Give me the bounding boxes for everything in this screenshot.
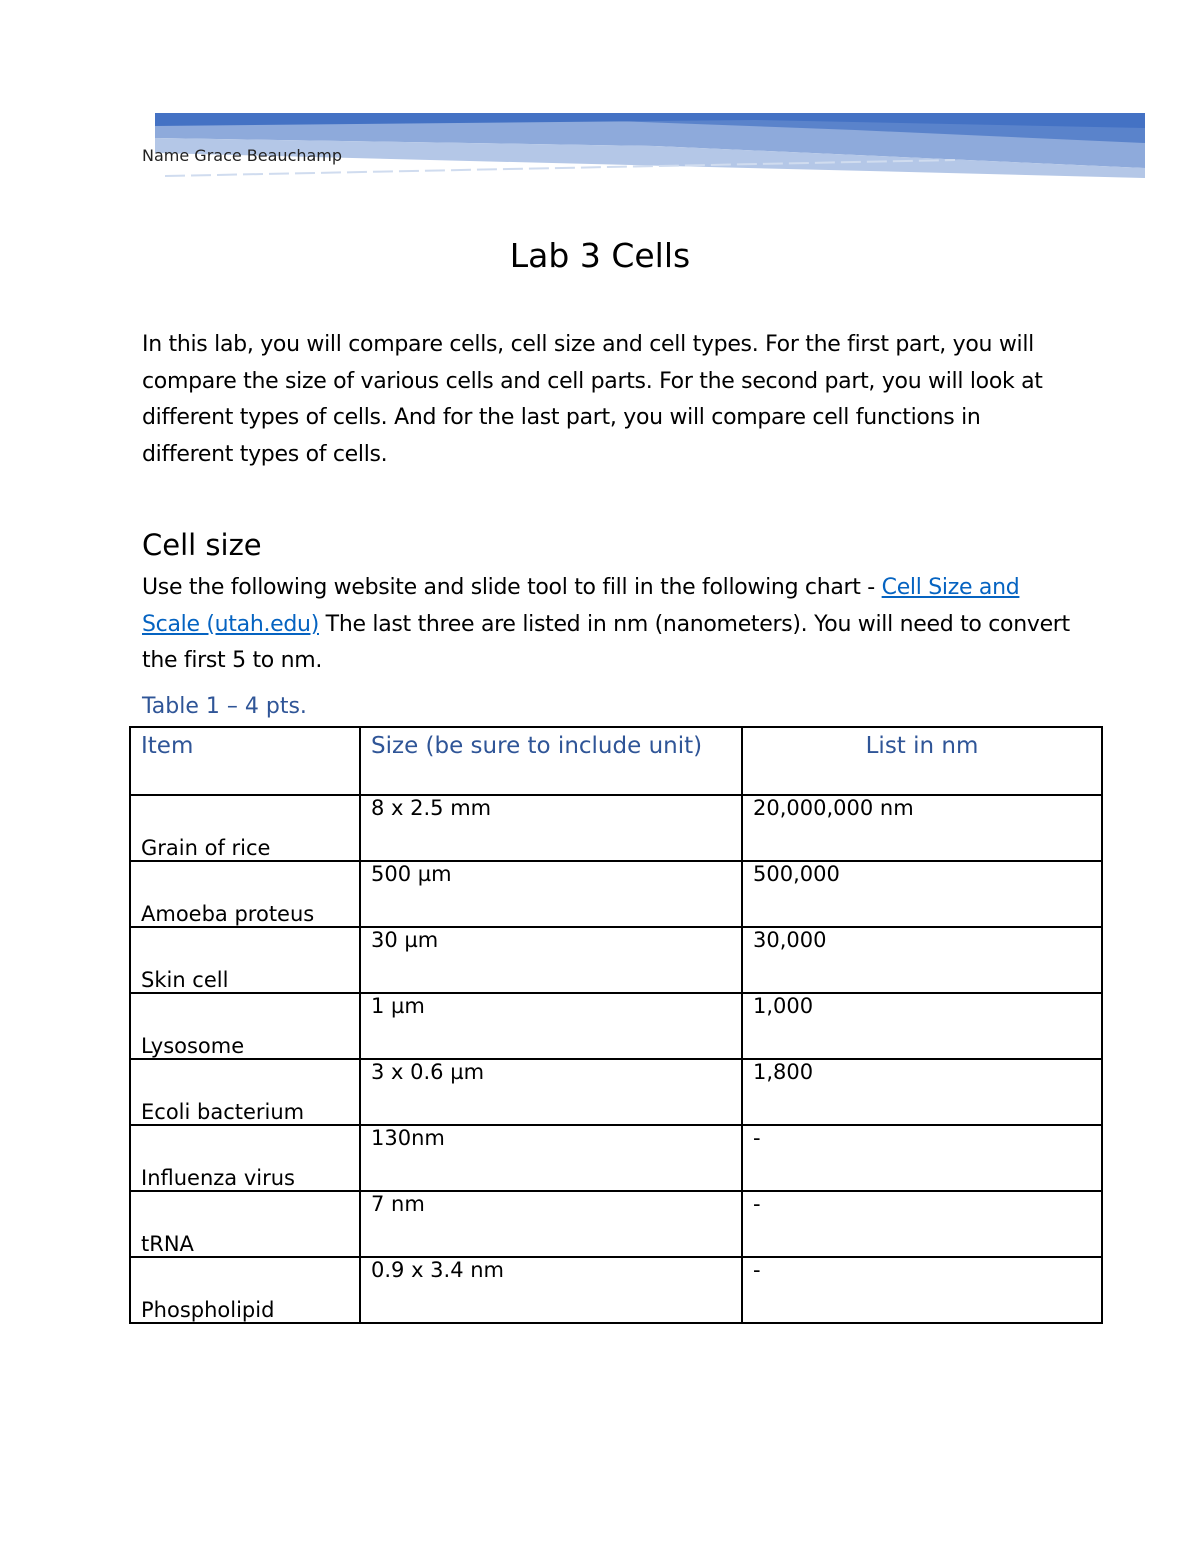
nm-cell: - <box>742 1125 1102 1191</box>
table-caption: Table 1 – 4 pts. <box>142 694 307 719</box>
table-row <box>130 927 1102 993</box>
table-row <box>130 1125 1102 1191</box>
nm-cell: 1,000 <box>742 993 1102 1059</box>
item-cell: Skin cell <box>130 927 360 993</box>
size-cell: 3 x 0.6 µm <box>360 1059 742 1125</box>
header-nm: List in nm <box>742 727 1102 795</box>
nm-cell: 500,000 <box>742 861 1102 927</box>
table-row <box>130 1257 1102 1323</box>
item-cell: Influenza virus <box>130 1125 360 1191</box>
size-cell: 1 µm <box>360 993 742 1059</box>
size-cell: 30 µm <box>360 927 742 993</box>
nm-cell: - <box>742 1257 1102 1323</box>
instructions-text-start: Use the following website and slide tool to fill in the following chart - <box>142 575 882 600</box>
table-row <box>130 795 1102 861</box>
item-cell: Amoeba proteus <box>130 861 360 927</box>
item-cell: Phospholipid <box>130 1257 360 1323</box>
student-name: Name Grace Beauchamp <box>142 146 343 165</box>
cell-size-table <box>129 726 1103 1324</box>
size-cell: 7 nm <box>360 1191 742 1257</box>
nm-cell: 30,000 <box>742 927 1102 993</box>
section-instructions <box>142 570 1082 680</box>
page-title: Lab 3 Cells <box>509 236 691 275</box>
size-cell: 500 µm <box>360 861 742 927</box>
table-header-row <box>130 727 1102 795</box>
size-cell: 130nm <box>360 1125 742 1191</box>
header-item: Item <box>130 727 360 795</box>
table-row <box>130 1191 1102 1257</box>
cell-size-link[interactable]: Cell Size and Scale (utah.edu) <box>142 575 1020 637</box>
item-cell: Lysosome <box>130 993 360 1059</box>
item-cell: tRNA <box>130 1191 360 1257</box>
table-row <box>130 861 1102 927</box>
size-cell: 8 x 2.5 mm <box>360 795 742 861</box>
nm-cell: 20,000,000 nm <box>742 795 1102 861</box>
section-heading: Cell size <box>142 528 262 562</box>
nm-cell: - <box>742 1191 1102 1257</box>
table-row <box>130 993 1102 1059</box>
table-row <box>130 1059 1102 1125</box>
item-cell: Grain of rice <box>130 795 360 861</box>
instructions-text-end: The last three are listed in nm (nanometers). You will need to convert the first 5 to nm. <box>142 611 1070 673</box>
size-cell: 0.9 x 3.4 nm <box>360 1257 742 1323</box>
item-cell: Ecoli bacterium <box>130 1059 360 1125</box>
header-size: Size (be sure to include unit) <box>360 727 742 795</box>
intro-paragraph: In this lab, you will compare cells, cell size and cell types. For the first part, you will compare the size of various cells and cell parts. For the second part, you will look at different types of cells. And for the last part, you will compare cell functions in different types of cells. <box>142 332 1043 467</box>
nm-cell: 1,800 <box>742 1059 1102 1125</box>
